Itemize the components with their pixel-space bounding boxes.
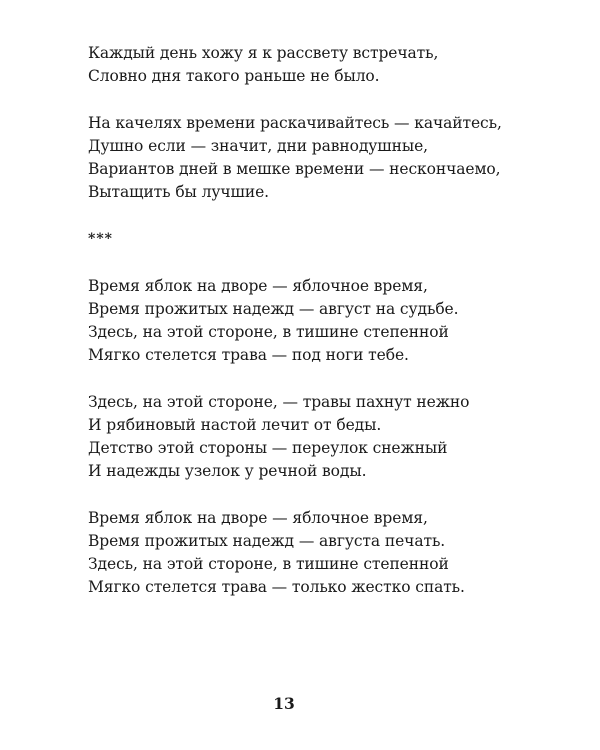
poem-line: Каждый день хожу я к рассвету встречать, xyxy=(88,44,439,62)
stanza-2 xyxy=(88,112,548,204)
poem-line: Здесь, на этой стороне, — травы пахнут нежно xyxy=(88,393,470,411)
poem-line: Вариантов дней в мешке времени — нескончаемо, xyxy=(88,160,501,178)
stanza-4 xyxy=(88,391,548,483)
stanza-5 xyxy=(88,507,548,599)
poem-line: Здесь, на этой стороне, в тишине степенной xyxy=(88,555,449,573)
poem-line: Время прожитых надежд — август на судьбе. xyxy=(88,300,459,318)
poem-line: Мягко стелется трава — под ноги тебе. xyxy=(88,346,409,364)
poem-line: Время прожитых надежд — августа печать. xyxy=(88,532,446,550)
page-number: 13 xyxy=(273,694,295,713)
stanza-3 xyxy=(88,275,548,367)
poem-line: И надежды узелок у речной воды. xyxy=(88,462,367,480)
poem-text-block xyxy=(88,42,548,623)
poem-line: Словно дня такого раньше не было. xyxy=(88,67,380,85)
poem-line: Время яблок на дворе — яблочное время, xyxy=(88,277,428,295)
poem-line: На качелях времени раскачивайтесь — качайтесь, xyxy=(88,114,502,132)
poem-line: Мягко стелется трава — только жестко спать. xyxy=(88,578,465,596)
poem-line: Время яблок на дворе — яблочное время, xyxy=(88,509,428,527)
poem-separator: *** xyxy=(88,231,113,247)
poem-line: Душно если — значит, дни равнодушные, xyxy=(88,137,428,155)
poem-line: Здесь, на этой стороне, в тишине степенной xyxy=(88,323,449,341)
poem-line: Вытащить бы лучшие. xyxy=(88,183,269,201)
poem-line: Детство этой стороны — переулок снежный xyxy=(88,439,448,457)
stanza-1 xyxy=(88,42,548,88)
poem-line: И рябиновый настой лечит от беды. xyxy=(88,416,382,434)
